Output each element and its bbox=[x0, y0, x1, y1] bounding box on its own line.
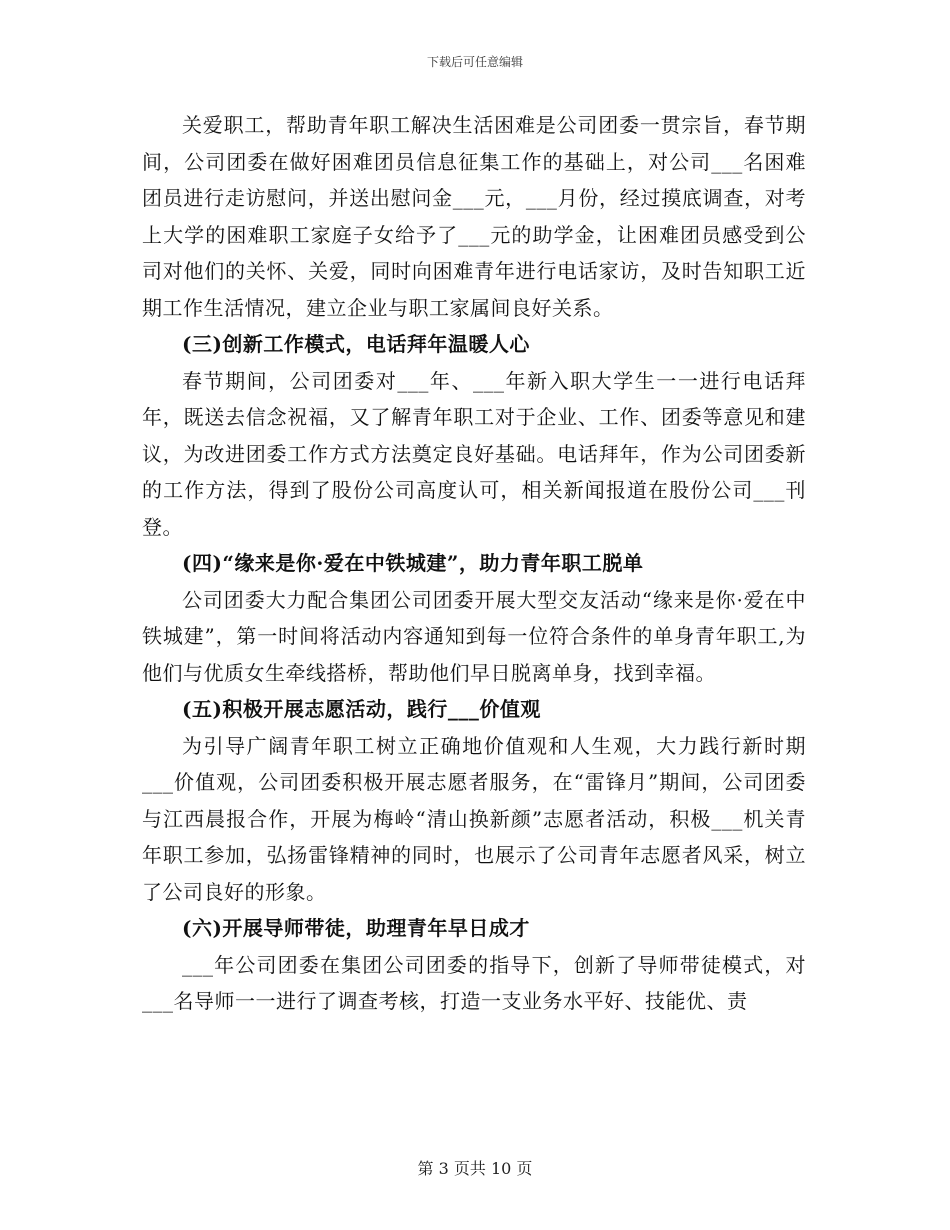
paragraph-care-workers: 关爱职工，帮助青年职工解决生活困难是公司团委一贯宗旨，春节期间，公司团委在做好困难团员信息征集工作的基础上，对公司___名困难团员进行走访慰问，并送出慰问金___元，___月份，经过摸底调查，对考上大学的困难职工家庭子女给予了___元的助学金，让困难团员感受到公司对他们的关怀、关爱，同时向困难青年进行电话家访，及时告知职工近期工作生活情况，建立企业与职工家属间良好关系。 bbox=[142, 113, 806, 320]
paragraph-mentorship: ___年公司团委在集团公司团委的指导下，创新了导师带徒模式，对___名导师一一进行了调查考核，打造一支业务水平好、技能优、责 bbox=[142, 952, 806, 1013]
paragraph-dating-event: 公司团委大力配合集团公司团委开展大型交友活动“缘来是你·爱在中铁城建”，第一时间将活动内容通知到每一位符合条件的单身青年职工,为他们与优质女生牵线搭桥，帮助他们早日脱离单身，找到幸福。 bbox=[142, 587, 806, 685]
paragraph-phone-greetings: 春节期间，公司团委对___年、___年新入职大学生一一进行电话拜年，既送去信念祝福，又了解青年职工对于企业、工作、团委等意见和建议，为改进团委工作方式方法奠定良好基础。电话拜年，作为公司团委新的工作方法，得到了股份公司高度认可，相关新闻报道在股份公司___刊登。 bbox=[142, 368, 806, 539]
page-header: 下载后可任意编辑 bbox=[426, 55, 523, 69]
section-heading-5: (五)积极开展志愿活动，践行___价值观 bbox=[182, 697, 541, 721]
section-heading-3: (三)创新工作模式，电话拜年温暖人心 bbox=[182, 332, 530, 356]
section-heading-6: (六)开展导师带徒，助理青年早日成才 bbox=[182, 916, 530, 940]
page-footer: 第 3 页共 10 页 bbox=[417, 1159, 533, 1178]
document-body bbox=[142, 107, 806, 1020]
section-heading-4: (四)“缘来是你·爱在中铁城建”，助力青年职工脱单 bbox=[182, 551, 644, 575]
paragraph-volunteer: 为引导广阔青年职工树立正确地价值观和人生观，大力践行新时期___价值观，公司团委积极开展志愿者服务，在“雷锋月”期间，公司团委与江西晨报合作，开展为梅岭“清山换新颜”志愿者活动，积极___机关青年职工参加，弘扬雷锋精神的同时，也展示了公司青年志愿者风采，树立了公司良好的形象。 bbox=[142, 733, 806, 904]
